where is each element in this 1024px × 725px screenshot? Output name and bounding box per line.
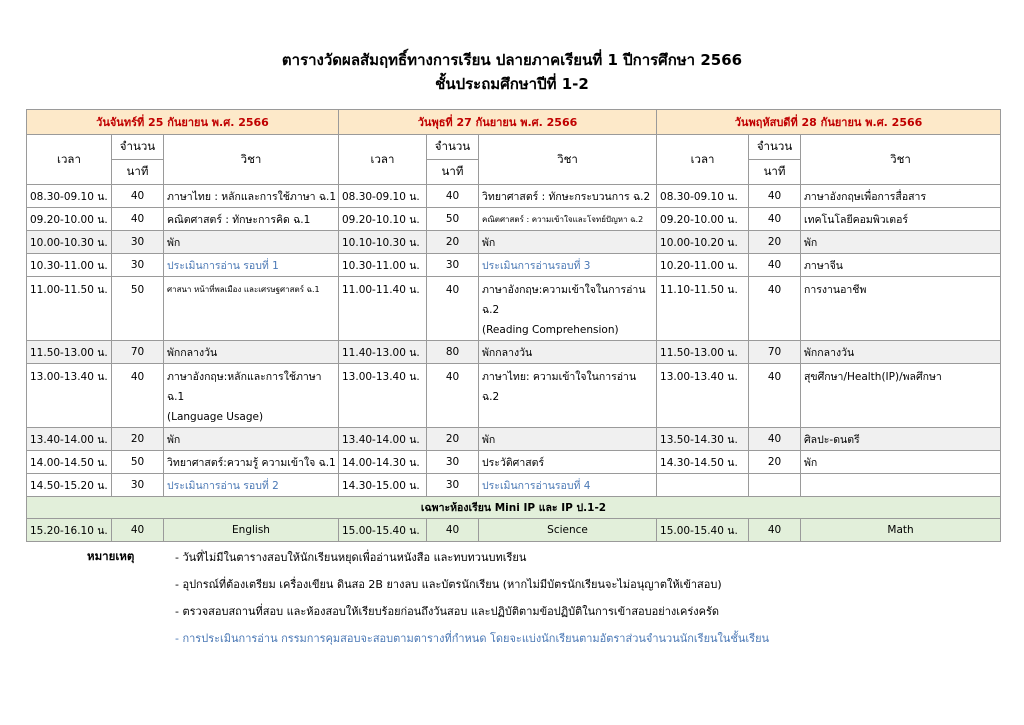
time-cell: 10.10-10.30 น. <box>339 231 427 254</box>
subject-cell: ภาษาไทย : หลักและการใช้ภาษา ฉ.1 <box>164 185 339 208</box>
minutes-cell: 40 <box>112 364 164 428</box>
minutes-cell: 20 <box>749 231 801 254</box>
subject-cell: คณิตศาสตร์ : ความเข้าใจและโจทย์ปัญหา ฉ.2 <box>479 208 657 231</box>
subject-cell: ภาษาจีน <box>801 254 1001 277</box>
col-subject: วิชา <box>164 135 339 185</box>
subject-cell: Science <box>479 519 657 542</box>
time-cell: 09.20-10.10 น. <box>339 208 427 231</box>
day-header-monday: วันจันทร์ที่ 25 กันยายน พ.ศ. 2566 <box>27 110 339 135</box>
col-minutes: นาที <box>427 160 479 185</box>
note-item: - ตรวจสอบสถานที่สอบ และห้องสอบให้เรียบร้อยก่อนถึงวันสอบ และปฏิบัติตามข้อปฏิบัติในการเข้าสอบอย่างเคร่งครัด <box>175 605 720 618</box>
subject-cell: พัก <box>801 231 1001 254</box>
time-cell: 09.20-10.00 น. <box>657 208 749 231</box>
table-row <box>27 208 1001 231</box>
subject-cell: พักกลางวัน <box>479 341 657 364</box>
minutes-cell: 50 <box>112 451 164 474</box>
minutes-cell: 20 <box>427 231 479 254</box>
subject-cell: วิทยาศาสตร์:ความรู้ ความเข้าใจ ฉ.1 <box>164 451 339 474</box>
subject-cell: Math <box>801 519 1001 542</box>
time-cell: 11.10-11.50 น. <box>657 277 749 341</box>
subject-cell <box>164 364 339 428</box>
subject-cell: พักกลางวัน <box>164 341 339 364</box>
subject-cell: ประวัติศาสตร์ <box>479 451 657 474</box>
subject-cell: ภาษาอังกฤษเพื่อการสื่อสาร <box>801 185 1001 208</box>
time-cell: 14.30-14.50 น. <box>657 451 749 474</box>
subject-cell: พัก <box>479 231 657 254</box>
time-cell: 10.20-11.00 น. <box>657 254 749 277</box>
table-row <box>27 341 1001 364</box>
subject-cell: ศาสนา หน้าที่พลเมือง และเศรษฐศาสตร์ ฉ.1 <box>164 277 339 341</box>
table-row <box>27 277 1001 341</box>
minutes-cell: 70 <box>749 341 801 364</box>
time-cell: 15.00-15.40 น. <box>339 519 427 542</box>
minutes-cell: 40 <box>427 277 479 341</box>
time-cell: 14.00-14.50 น. <box>27 451 112 474</box>
time-cell: 11.50-13.00 น. <box>27 341 112 364</box>
subject-cell: พัก <box>164 428 339 451</box>
time-cell: 13.40-14.00 น. <box>339 428 427 451</box>
time-cell: 08.30-09.10 น. <box>339 185 427 208</box>
table-row <box>27 451 1001 474</box>
time-cell: 15.20-16.10 น. <box>27 519 112 542</box>
time-cell: 13.00-13.40 น. <box>657 364 749 428</box>
special-section-header: เฉพาะห้องเรียน Mini IP และ IP ป.1-2 <box>27 497 1001 519</box>
time-cell: 14.30-15.00 น. <box>339 474 427 497</box>
time-cell: 13.40-14.00 น. <box>27 428 112 451</box>
note-item: - อุปกรณ์ที่ต้องเตรียม เครื่องเขียน ดินสอ 2B ยางลบ และบัตรนักเรียน (หากไม่มีบัตรนักเรียนจะไม่อนุญาตให้เข้าสอบ) <box>175 578 722 591</box>
subject-line: ภาษาอังกฤษ:ความเข้าใจในการอ่าน ฉ.2 <box>482 284 646 316</box>
subject-cell <box>801 474 1001 497</box>
table-row <box>27 231 1001 254</box>
minutes-cell: 40 <box>749 519 801 542</box>
minutes-cell: 20 <box>112 428 164 451</box>
col-time: เวลา <box>27 135 112 185</box>
page-subtitle: ชั้นประถมศึกษาปีที่ 1-2 <box>435 75 589 93</box>
subject-cell: ประเมินการอ่านรอบที่ 3 <box>479 254 657 277</box>
col-minutes: นาที <box>749 160 801 185</box>
page-title: ตารางวัดผลสัมฤทธิ์ทางการเรียน ปลายภาคเรียนที่ 1 ปีการศึกษา 2566 <box>281 51 743 69</box>
subject-cell: พัก <box>801 451 1001 474</box>
minutes-cell: 30 <box>112 231 164 254</box>
table-row <box>27 519 1001 542</box>
subject-cell: เทคโนโลยีคอมพิวเตอร์ <box>801 208 1001 231</box>
time-cell <box>657 474 749 497</box>
minutes-cell: 40 <box>749 364 801 428</box>
subject-cell: ประเมินการอ่าน รอบที่ 1 <box>164 254 339 277</box>
minutes-cell: 40 <box>749 428 801 451</box>
col-minutes: นาที <box>112 160 164 185</box>
table-row <box>27 474 1001 497</box>
day-header-thursday: วันพฤหัสบดีที่ 28 กันยายน พ.ศ. 2566 <box>657 110 1001 135</box>
minutes-cell: 70 <box>112 341 164 364</box>
table-row <box>27 254 1001 277</box>
subject-cell: ศิลปะ-ดนตรี <box>801 428 1001 451</box>
minutes-cell: 30 <box>427 254 479 277</box>
minutes-cell: 40 <box>112 185 164 208</box>
minutes-cell: 20 <box>427 428 479 451</box>
minutes-cell: 30 <box>112 474 164 497</box>
table-row <box>27 364 1001 428</box>
minutes-cell: 30 <box>112 254 164 277</box>
col-count: จำนวน <box>112 135 164 160</box>
col-subject: วิชา <box>479 135 657 185</box>
minutes-cell: 30 <box>427 474 479 497</box>
time-cell: 13.00-13.40 น. <box>339 364 427 428</box>
minutes-cell: 50 <box>427 208 479 231</box>
minutes-cell: 40 <box>427 519 479 542</box>
subject-line-2: (Language Usage) <box>167 411 264 423</box>
time-cell: 10.30-11.00 น. <box>27 254 112 277</box>
time-cell: 08.30-09.10 น. <box>27 185 112 208</box>
subject-cell: คณิตศาสตร์ : ทักษะการคิด ฉ.1 <box>164 208 339 231</box>
minutes-cell: 30 <box>427 451 479 474</box>
time-cell: 14.50-15.20 น. <box>27 474 112 497</box>
time-cell: 10.00-10.20 น. <box>657 231 749 254</box>
minutes-cell: 40 <box>112 208 164 231</box>
time-cell: 11.40-13.00 น. <box>339 341 427 364</box>
table-row <box>27 428 1001 451</box>
col-time: เวลา <box>657 135 749 185</box>
subject-cell: ประเมินการอ่านรอบที่ 4 <box>479 474 657 497</box>
subject-cell: สุขศึกษา/Health(IP)/พลศึกษา <box>801 364 1001 428</box>
subject-cell <box>479 277 657 341</box>
time-cell: 14.00-14.30 น. <box>339 451 427 474</box>
time-cell: 10.00-10.30 น. <box>27 231 112 254</box>
day-header-wednesday: วันพุธที่ 27 กันยายน พ.ศ. 2566 <box>339 110 657 135</box>
subject-cell: พักกลางวัน <box>801 341 1001 364</box>
subject-cell: การงานอาชีพ <box>801 277 1001 341</box>
note-item: - วันที่ไม่มีในตารางสอบให้นักเรียนหยุดเพื่ออ่านหนังสือ และทบทวนบทเรียน <box>175 551 527 564</box>
col-time: เวลา <box>339 135 427 185</box>
minutes-cell: 40 <box>749 185 801 208</box>
subject-cell: ภาษาไทย: ความเข้าใจในการอ่าน ฉ.2 <box>479 364 657 428</box>
time-cell: 11.00-11.50 น. <box>27 277 112 341</box>
minutes-cell: 40 <box>749 277 801 341</box>
time-cell: 11.00-11.40 น. <box>339 277 427 341</box>
time-cell: 09.20-10.00 น. <box>27 208 112 231</box>
minutes-cell: 40 <box>749 208 801 231</box>
time-cell: 10.30-11.00 น. <box>339 254 427 277</box>
minutes-cell: 40 <box>112 519 164 542</box>
exam-schedule-table <box>26 109 1001 542</box>
col-count: จำนวน <box>427 135 479 160</box>
minutes-cell: 40 <box>427 185 479 208</box>
subject-cell: ประเมินการอ่าน รอบที่ 2 <box>164 474 339 497</box>
subject-cell: พัก <box>164 231 339 254</box>
minutes-cell: 80 <box>427 341 479 364</box>
note-item: - การประเมินการอ่าน กรรมการคุมสอบจะสอบตามตารางที่กำหนด โดยจะแบ่งนักเรียนตามอัตราส่วนจำนวนนักเรียนในชั้นเรียน <box>175 632 770 645</box>
subject-cell: พัก <box>479 428 657 451</box>
col-count: จำนวน <box>749 135 801 160</box>
minutes-cell: 40 <box>749 254 801 277</box>
time-cell: 13.50-14.30 น. <box>657 428 749 451</box>
minutes-cell: 50 <box>112 277 164 341</box>
subject-cell: วิทยาศาสตร์ : ทักษะกระบวนการ ฉ.2 <box>479 185 657 208</box>
minutes-cell: 40 <box>427 364 479 428</box>
col-subject: วิชา <box>801 135 1001 185</box>
table-row <box>27 185 1001 208</box>
subject-cell: English <box>164 519 339 542</box>
time-cell: 15.00-15.40 น. <box>657 519 749 542</box>
subject-line: ภาษาอังกฤษ:หลักและการใช้ภาษา ฉ.1 <box>167 371 322 403</box>
subject-line-2: (Reading Comprehension) <box>482 324 619 336</box>
time-cell: 08.30-09.10 น. <box>657 185 749 208</box>
time-cell: 13.00-13.40 น. <box>27 364 112 428</box>
minutes-cell <box>749 474 801 497</box>
time-cell: 11.50-13.00 น. <box>657 341 749 364</box>
notes-label: หมายเหตุ <box>87 549 135 563</box>
minutes-cell: 20 <box>749 451 801 474</box>
